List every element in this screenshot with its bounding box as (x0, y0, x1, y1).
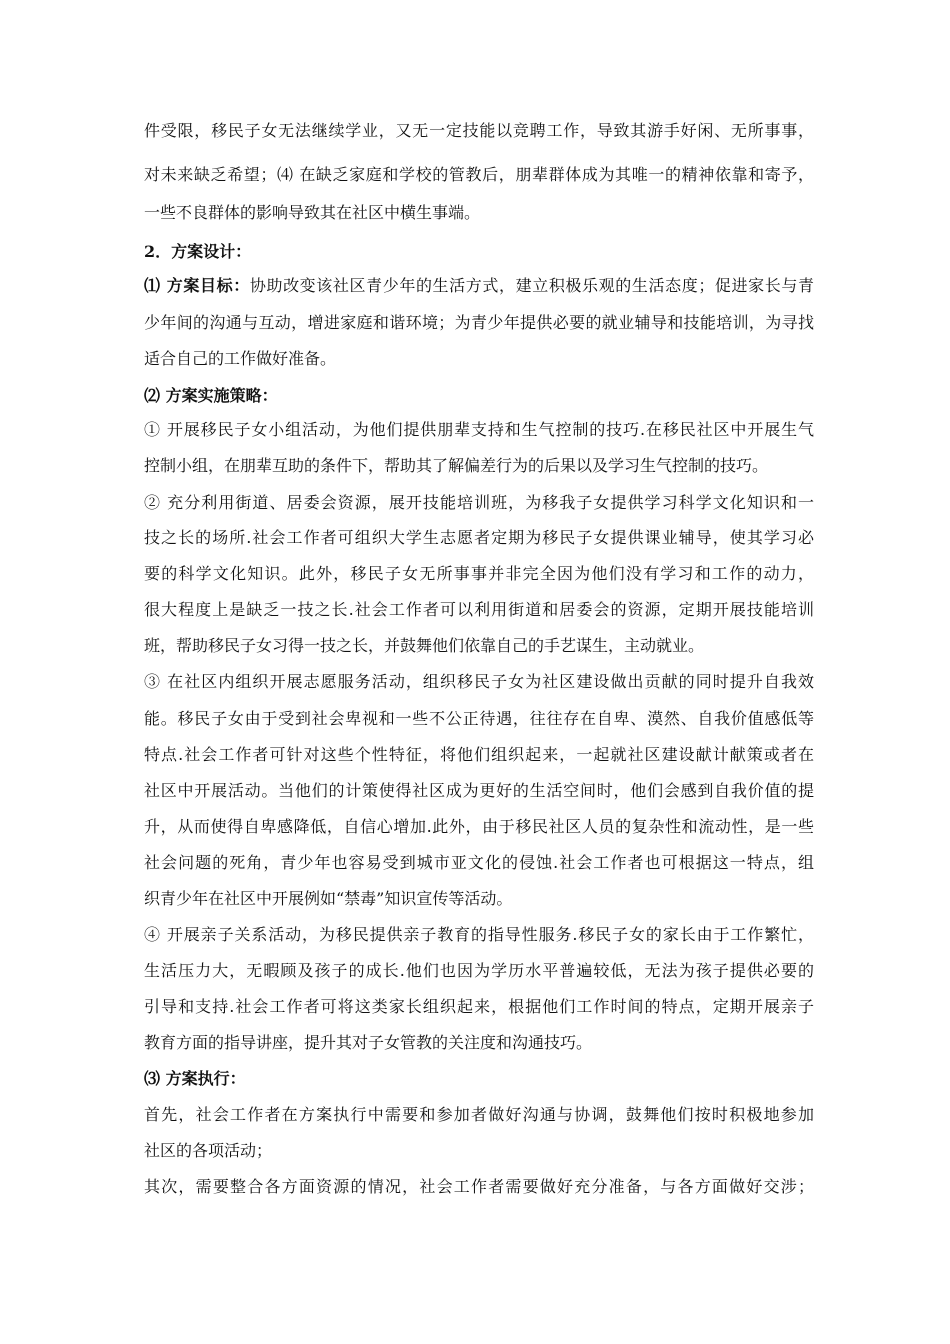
paragraph-line: 适合自己的工作做好准备。 (144, 349, 337, 368)
paragraph-line: 控制小组，在朋辈互助的条件下，帮助其了解偏差行为的后果以及学习生气控制的技巧。 (144, 456, 769, 475)
paragraph-line: 首先，社会工作者在方案执行中需要和参加者做好沟通与协调，鼓舞他们按时积极地参加 (144, 1105, 814, 1124)
subsection-heading: ⑶ 方案执行： (144, 1069, 246, 1088)
paragraph-line: ① 开展移民子女小组活动，为他们提供朋辈支持和生气控制的技巧.在移民社区中开展生气 (144, 420, 814, 439)
paragraph-line: 引导和支持.社会工作者可将这类家长组织起来，根据他们工作时间的特点，定期开展亲子 (144, 997, 814, 1016)
paragraph-line: 社会问题的死角，青少年也容易受到城市亚文化的侵蚀.社会工作者也可根据这一特点，组 (144, 853, 814, 872)
paragraph-line: 生活压力大，无暇顾及孩子的成长.他们也因为学历水平普遍较低，无法为孩子提供必要的 (144, 961, 814, 980)
paragraph-line: 能。移民子女由于受到社会卑视和一些不公正待遇，往往存在自卑、漠然、自我价值感低等 (144, 709, 814, 728)
paragraph-line: ② 充分利用街道、居委会资源，展开技能培训班，为移我子女提供学习科学文化知识和一 (144, 493, 814, 512)
paragraph-line: 件受限，移民子女无法继续学业，又无一定技能以竞聘工作，导致其游手好闲、无所事事， (144, 121, 814, 140)
paragraph-line: 一些不良群体的影响导致其在社区中横生事端。 (144, 203, 481, 222)
paragraph-line: 对未来缺乏希望；⑷ 在缺乏家庭和学校的管教后，朋辈群体成为其唯一的精神依靠和寄予， (144, 165, 814, 184)
paragraph-line: 社区的各项活动； (144, 1141, 273, 1160)
paragraph-line: 社区中开展活动。当他们的计策使得社区成为更好的生活空间时，他们会感到自我价值的提 (144, 781, 814, 800)
paragraph-line: 技之长的场所.社会工作者可组织大学生志愿者定期为移民子女提供课业辅导，使其学习必 (144, 528, 814, 547)
paragraph-line: 其次，需要整合各方面资源的情况，社会工作者需要做好充分准备，与各方面做好交涉； (144, 1177, 814, 1196)
section-heading: 2．方案设计： (144, 242, 252, 261)
paragraph-line: 要的科学文化知识。此外，移民子女无所事事并非完全因为他们没有学习和工作的动力， (144, 564, 814, 583)
subsection-heading-inline: ⑴ 方案目标： (144, 276, 250, 295)
paragraph-line: 织青少年在社区中开展例如“禁毒”知识宣传等活动。 (144, 889, 513, 908)
paragraph-line: 少年间的沟通与互动，增进家庭和谐环境；为青少年提供必要的就业辅导和技能培训，为寻找 (144, 313, 814, 332)
paragraph-line: 教育方面的指导讲座，提升其对子女管教的关注度和沟通技巧。 (144, 1033, 593, 1052)
paragraph-line: ④ 开展亲子关系活动，为移民提供亲子教育的指导性服务.移民子女的家长由于工作繁忙， (144, 925, 814, 944)
paragraph-line: 很大程度上是缺乏一技之长.社会工作者可以利用街道和居委会的资源，定期开展技能培训 (144, 600, 814, 619)
paragraph-text: 协助改变该社区青少年的生活方式，建立积极乐观的生活态度；促进家长与青 (249, 276, 814, 295)
paragraph-line (144, 270, 814, 302)
paragraph-line: 特点.社会工作者可针对这些个性特征，将他们组织起来，一起就社区建设献计献策或者在 (144, 745, 814, 764)
paragraph-line: ③ 在社区内组织开展志愿服务活动，组织移民子女为社区建设做出贡献的同时提升自我效 (144, 672, 814, 691)
paragraph-line: 升，从而使得自卑感降低，自信心增加.此外，由于移民社区人员的复杂性和流动性，是一些 (144, 817, 814, 836)
paragraph-line: 班，帮助移民子女习得一技之长，并鼓舞他们依靠自己的手艺谋生，主动就业。 (144, 636, 705, 655)
subsection-heading: ⑵ 方案实施策略： (144, 386, 278, 405)
